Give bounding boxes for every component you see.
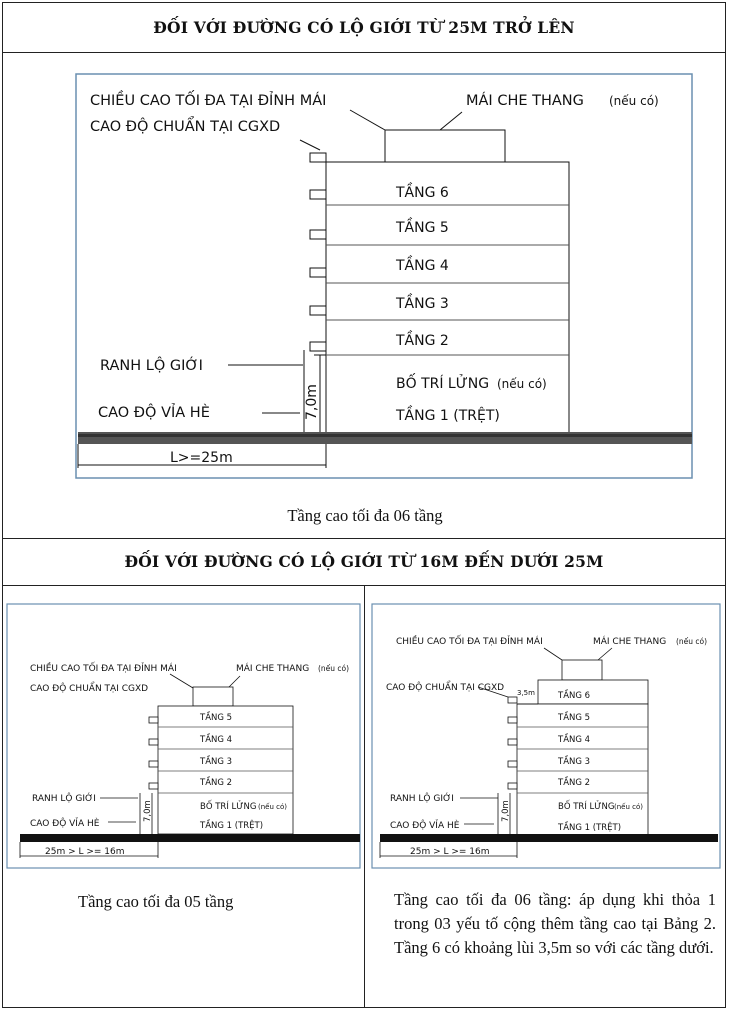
height-dimension: 7,0m (501, 800, 511, 822)
stair-roof-label: MÁI CHE THANG (466, 93, 584, 109)
section1-title: ĐỐI VỚI ĐƯỜNG CÓ LỘ GIỚI TỪ 25M TRỞ LÊN (153, 18, 575, 37)
stair-roof-note: (nếu có) (609, 94, 659, 108)
base-elevation-label: CAO ĐỘ CHUẨN TẠI CGXD (386, 683, 505, 693)
max-height-label: CHIỀU CAO TỐI ĐA TẠI ĐỈNH MÁI (90, 93, 327, 109)
height-dimension: 7,0m (304, 384, 320, 420)
section2-right-caption: Tầng cao tối đa 06 tầng: áp dụng khi thỏa 1 trong 03 yếu tố cộng thêm tầng cao tại Bảng 2. Tầng 6 có khoảng lùi 3,5m so với các tầng dưới. (394, 890, 716, 957)
road-width-label: 25m > L >= 16m (410, 847, 490, 857)
floor-label: TẦNG 2 (200, 778, 233, 788)
stair-roof-note: (nếu có) (676, 637, 708, 646)
ground-floor-label: TẦNG 1 (TRỆT) (396, 408, 500, 424)
floor-label: TẦNG 2 (558, 778, 591, 788)
mezzanine-label: BỐ TRÍ LỬNG (558, 802, 615, 812)
ground-floor-label: TẦNG 1 (TRỆT) (558, 823, 622, 833)
floor-label: TẦNG 6 (396, 185, 449, 201)
stair-roof-note: (nếu có) (318, 664, 350, 673)
floor-label: TẦNG 4 (396, 258, 449, 274)
boundary-label: RANH LỘ GIỚI (100, 358, 203, 374)
floor-label: TẦNG 3 (396, 296, 449, 312)
road-width-label: L>=25m (170, 450, 233, 466)
floor-label: TẦNG 3 (558, 757, 591, 767)
boundary-label: RANH LỘ GIỚI (32, 794, 96, 804)
floor-label: TẦNG 2 (396, 333, 449, 349)
sidewalk-label: CAO ĐỘ VỈA HÈ (390, 821, 460, 831)
section1-caption: Tầng cao tối đa 06 tầng (287, 506, 443, 525)
road-width-label: 25m > L >= 16m (45, 847, 125, 857)
mezzanine-note: (nếu có) (258, 803, 287, 811)
stair-roof-label: MÁI CHE THANG (236, 664, 310, 674)
floor-label: TẦNG 5 (200, 713, 233, 723)
section2-left-caption: Tầng cao tối đa 05 tầng (78, 892, 234, 911)
sidewalk-label: CAO ĐỘ VỈA HÈ (98, 405, 210, 421)
floor-label: TẦNG 3 (200, 757, 233, 767)
setback-dimension: 3,5m (517, 689, 535, 697)
floor-label: TẦNG 4 (200, 735, 233, 745)
stair-roof-label: MÁI CHE THANG (593, 637, 667, 647)
sidewalk-label: CAO ĐỘ VỈA HÈ (30, 819, 100, 829)
floor-label: TẦNG 6 (558, 691, 591, 701)
floor-label: TẦNG 4 (558, 735, 591, 745)
base-elevation-label: CAO ĐỘ CHUẨN TẠI CGXD (30, 684, 149, 694)
mezzanine-label: BỐ TRÍ LỬNG (396, 376, 490, 392)
floor-label: TẦNG 5 (396, 220, 449, 236)
height-dimension: 7,0m (143, 800, 153, 822)
ground-floor-label: TẦNG 1 (TRỆT) (200, 821, 264, 831)
mezzanine-label: BỐ TRÍ LỬNG (200, 802, 257, 812)
max-height-label: CHIỀU CAO TỐI ĐA TẠI ĐỈNH MÁI (396, 637, 543, 647)
mezzanine-note: (nếu có) (497, 377, 547, 391)
mezzanine-note: (nếu có) (614, 803, 643, 811)
section2-title: ĐỐI VỚI ĐƯỜNG CÓ LỘ GIỚI TỪ 16M ĐẾN DƯỚI 25M (124, 552, 604, 571)
base-elevation-label: CAO ĐỘ CHUẨN TẠI CGXD (90, 119, 281, 135)
floor-label: TẦNG 5 (558, 713, 591, 723)
max-height-label: CHIỀU CAO TỐI ĐA TẠI ĐỈNH MÁI (30, 664, 177, 674)
boundary-label: RANH LỘ GIỚI (390, 794, 454, 804)
